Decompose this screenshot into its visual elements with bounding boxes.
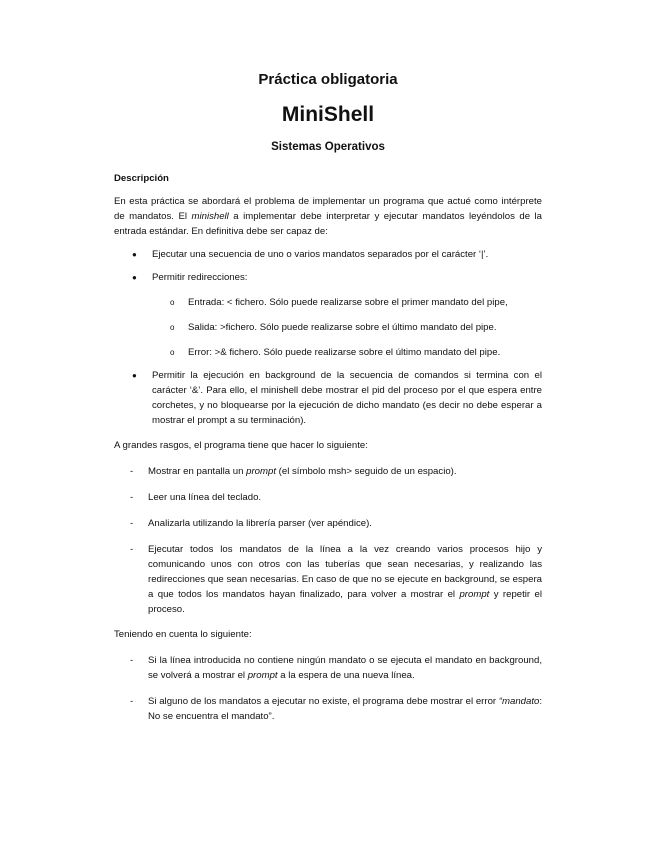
dash-item: - Leer una línea del teclado. bbox=[130, 492, 262, 503]
dash-marker: - bbox=[130, 518, 134, 529]
course-name: Sistemas Operativos bbox=[271, 141, 385, 153]
dash-item: - Si la línea introducida no contiene ningún mandato o se ejecuta el mandato en background, se volverá a mostrar el prompt a la espera de una nueva línea. bbox=[130, 655, 542, 681]
bullet-marker: ● bbox=[132, 273, 137, 282]
document-title: Práctica obligatoria bbox=[258, 71, 398, 88]
dash-marker: - bbox=[130, 655, 134, 666]
notes-intro: Teniendo en cuenta lo siguiente: bbox=[114, 629, 252, 640]
document-subtitle: MiniShell bbox=[281, 103, 375, 126]
sub-bullet-item: o Entrada: < fichero. Sólo puede realizarse sobre el primer mandato del pipe, bbox=[170, 297, 508, 308]
dash-item: - Ejecutar todos los mandatos de la línea a la vez creando varios procesos hijo y comunicando unos con otros con las tuberías que sean necesarias, y realizando las redirecciones que sean necesarias. En caso de que no se ejecute en background, se espera a que todos los mandatos hayan finalizado, para volver a mostrar el prompt y repetir el proceso. bbox=[130, 544, 542, 615]
dash-marker: - bbox=[130, 696, 134, 707]
intro-paragraph: En esta práctica se abordará el problema de implementar un programa que actué como intérprete de mandatos. El minishell a implementar debe interpretar y ejecutar mandatos leyéndolos de la entrada estándar. En definitiva debe ser capaz de: bbox=[114, 196, 542, 237]
dash-item: - Mostrar en pantalla un prompt (el símbolo msh> seguido de un espacio). bbox=[130, 466, 457, 477]
bullet-marker: ● bbox=[132, 371, 137, 380]
section-heading-descripcion: Descripción bbox=[114, 173, 169, 184]
sub-bullet-item: o Error: >& fichero. Sólo puede realizarse sobre el último mandato del pipe. bbox=[170, 347, 501, 358]
bullet-marker: ● bbox=[132, 250, 137, 259]
bullet-item: ● Permitir la ejecución en background de la secuencia de comandos si termina con el carácter ‘&’. Para ello, el minishell debe mostrar el pid del proceso por el que espera entre corchetes, y no bloquearse por la ejecución de dicho mandato (es decir no debe esperar a mostrar el prompt a su terminación). bbox=[132, 370, 542, 426]
bullet-item: ● Ejecutar una secuencia de uno o varios mandatos separados por el carácter ‘|’. bbox=[132, 249, 489, 260]
dash-marker: - bbox=[130, 466, 134, 477]
sub-bullet-marker: o bbox=[170, 298, 175, 307]
dash-item: - Analizarla utilizando la librería parser (ver apéndice). bbox=[130, 518, 372, 529]
sub-bullet-item: o Salida: >fichero. Sólo puede realizarse sobre el último mandato del pipe. bbox=[170, 322, 497, 333]
bullet-item: ● Permitir redirecciones: bbox=[132, 272, 248, 283]
dash-marker: - bbox=[130, 492, 134, 503]
sub-bullet-marker: o bbox=[170, 323, 175, 332]
dash-marker: - bbox=[130, 544, 134, 555]
dash-item: - Si alguno de los mandatos a ejecutar no existe, el programa debe mostrar el error “mandato: No se encuentra el mandato”. bbox=[130, 696, 542, 722]
steps-intro: A grandes rasgos, el programa tiene que hacer lo siguiente: bbox=[114, 440, 368, 451]
sub-bullet-marker: o bbox=[170, 348, 175, 357]
document-page bbox=[114, 70, 542, 724]
